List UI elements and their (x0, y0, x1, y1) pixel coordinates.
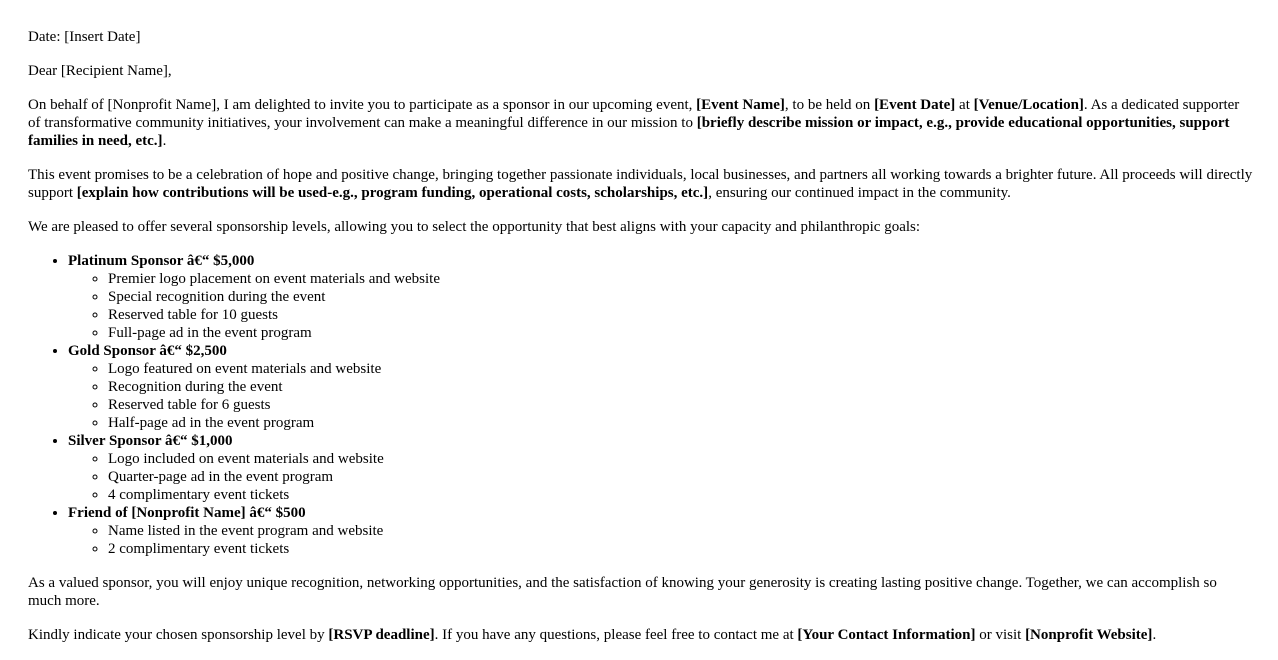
benefit-item: ◦ Logo included on event materials and website (108, 450, 1253, 468)
benefit-item: ◦ 4 complimentary event tickets (108, 486, 1253, 504)
intro-paragraph (28, 96, 1253, 150)
venue-placeholder: [Venue/Location] (973, 97, 1084, 113)
contact-info-placeholder: [Your Contact Information] (797, 627, 976, 643)
benefit-item: ◦ Recognition during the event (108, 378, 1253, 396)
mission-placeholder: [briefly describe mission or impact, e.g., provide educational opportunities, support families in need, etc.] (28, 115, 1230, 149)
benefit-item: ◦ 2 complimentary event tickets (108, 540, 1253, 558)
benefit-item: ◦ Name listed in the event program and website (108, 522, 1253, 540)
benefit-item: ◦ Reserved table for 6 guests (108, 396, 1253, 414)
text: This event promises to be a celebration of hope and positive change, bringing together passionate individuals, local businesses, and partners all working towards a brighter future. All proceeds will directly support (28, 167, 1253, 201)
level-item-silver (68, 432, 1253, 504)
text: , ensuring our continued impact in the community. (708, 185, 1011, 201)
benefits-list (68, 360, 1253, 432)
level-title: Platinum Sponsor â€“ $5,000 (68, 253, 255, 269)
closing-paragraph: As a valued sponsor, you will enjoy unique recognition, networking opportunities, and the satisfaction of knowing your generosity is creating lasting positive change. Together, we can accomplish so much more. (28, 575, 1217, 609)
event-name-placeholder: [Event Name] (696, 97, 785, 113)
text: On behalf of [Nonprofit Name], I am delighted to invite you to participate as a sponsor in our upcoming event, (28, 97, 697, 113)
benefit-item: ◦ Half-page ad in the event program (108, 414, 1253, 432)
benefits-list (68, 270, 1253, 342)
text: . (1152, 627, 1157, 643)
level-title: Friend of [Nonprofit Name] â€“ $500 (68, 505, 306, 521)
level-item-gold (68, 342, 1253, 432)
rsvp-paragraph (28, 626, 1253, 644)
level-item-platinum (68, 252, 1253, 342)
text: . As a dedicated supporter of transformative community initiatives, your involvement can make a meaningful difference in our mission to (28, 97, 1240, 131)
benefit-item: ◦ Quarter-page ad in the event program (108, 468, 1253, 486)
salutation: Dear [Recipient Name], (28, 63, 172, 79)
text: . (162, 133, 167, 149)
benefit-item: ◦ Reserved table for 10 guests (108, 306, 1253, 324)
sponsorship-levels-list (28, 252, 1253, 558)
benefit-item: ◦ Special recognition during the event (108, 288, 1253, 306)
text: at (955, 97, 974, 113)
level-title: Gold Sponsor â€“ $2,500 (68, 343, 227, 359)
text: , to be held on (784, 97, 875, 113)
date-line: Date: [Insert Date] (28, 29, 141, 45)
level-title: Silver Sponsor â€“ $1,000 (68, 433, 233, 449)
benefit-item: ◦ Full-page ad in the event program (108, 324, 1253, 342)
website-placeholder: [Nonprofit Website] (1025, 627, 1153, 643)
sponsorship-letter (28, 28, 1253, 660)
contributions-placeholder: [explain how contributions will be used-e.g., program funding, operational costs, scholarships, etc.] (76, 185, 709, 201)
benefits-list (68, 450, 1253, 504)
benefit-item: ◦ Logo featured on event materials and website (108, 360, 1253, 378)
text: Kindly indicate your chosen sponsorship level by (28, 627, 329, 643)
level-item-friend (68, 504, 1253, 558)
text: . If you have any questions, please feel free to contact me at (434, 627, 798, 643)
event-date-placeholder: [Event Date] (874, 97, 956, 113)
levels-intro-paragraph: We are pleased to offer several sponsorship levels, allowing you to select the opportunity that best aligns with your capacity and philanthropic goals: (28, 219, 921, 235)
benefits-list (68, 522, 1253, 558)
text: or visit (975, 627, 1026, 643)
rsvp-deadline-placeholder: [RSVP deadline] (328, 627, 435, 643)
event-paragraph (28, 166, 1253, 202)
benefit-item: ◦ Premier logo placement on event materials and website (108, 270, 1253, 288)
